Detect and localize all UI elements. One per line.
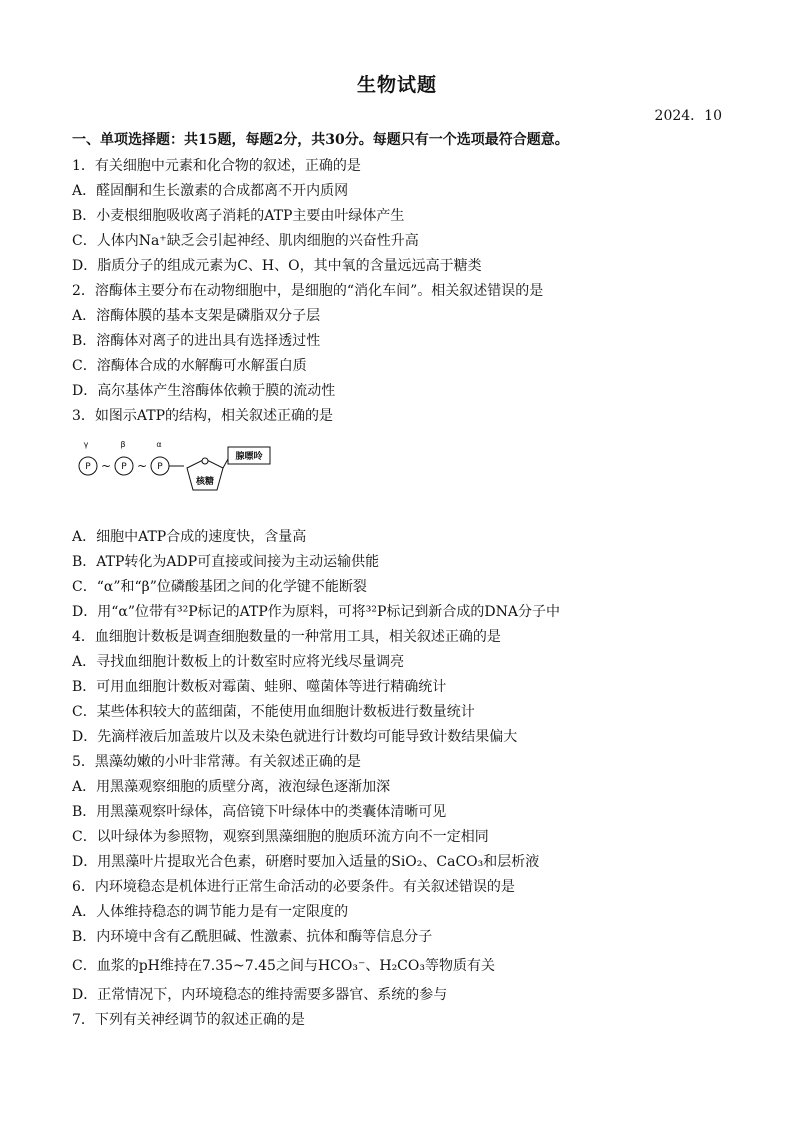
page-title: 生物试题 xyxy=(356,74,437,96)
phosphate-label: P xyxy=(121,462,127,472)
question-stem: 2．溶酶体主要分布在动物细胞中，是细胞的“消化车间”。相关叙述错误的是 xyxy=(72,283,544,299)
option: A．人体维持稳态的调节能力是有一定限度的 xyxy=(72,904,349,920)
option: B．溶酶体对离子的进出具有选择透过性 xyxy=(72,333,321,349)
option: C．溶酶体合成的水解酶可水解蛋白质 xyxy=(72,358,307,374)
tilde-bond: ~ xyxy=(136,459,148,473)
option: C．某些体积较大的蓝细菌，不能使用血细胞计数板进行数量统计 xyxy=(72,704,475,720)
option: B．小麦根细胞吸收离子消耗的ATP主要由叶绿体产生 xyxy=(72,208,405,224)
beta-label: β xyxy=(120,440,126,449)
option: C．以叶绿体为参照物，观察到黑藻细胞的胞质环流方向不一定相同 xyxy=(72,829,489,845)
alpha-label: α xyxy=(156,440,162,449)
question-stem: 1．有关细胞中元素和化合物的叙述，正确的是 xyxy=(72,158,361,174)
option: C．血浆的pH维持在7.35~7.45之间与HCO₃⁻、H₂CO₃等物质有关 xyxy=(72,958,495,974)
adenine-label: 腺嘌呤 xyxy=(235,452,263,462)
option: B．内环境中含有乙酰胆碱、性激素、抗体和酶等信息分子 xyxy=(72,929,433,945)
question-stem: 6．内环境稳态是机体进行正常生命活动的必要条件。有关叙述错误的是 xyxy=(72,879,515,895)
option: C．“α”和“β”位磷酸基团之间的化学键不能断裂 xyxy=(72,579,367,595)
exam-date: 2024．10 xyxy=(654,108,722,124)
option: A．寻找血细胞计数板上的计数室时应将光线尽量调亮 xyxy=(72,654,405,670)
option: A．细胞中ATP合成的速度快，含量高 xyxy=(72,529,307,545)
option: A．溶酶体膜的基本支架是磷脂双分子层 xyxy=(72,308,321,324)
option: D．先滴样液后加盖玻片以及未染色就进行计数均可能导致计数结果偏大 xyxy=(72,729,518,745)
question-stem: 4．血细胞计数板是调查细胞数量的一种常用工具，相关叙述正确的是 xyxy=(72,629,501,645)
option: D．用黑藻叶片提取光合色素，研磨时要加入适量的SiO₂、CaCO₃和层析液 xyxy=(72,854,540,870)
option: C．人体内Na⁺缺乏会引起神经、肌肉细胞的兴奋性升高 xyxy=(72,233,419,249)
tilde-bond: ~ xyxy=(100,459,112,473)
option: D．用“α”位带有³²P标记的ATP作为原料，可将³²P标记到新合成的DNA分子中 xyxy=(72,604,560,620)
phosphate-label: P xyxy=(85,462,91,472)
option: A．用黑藻观察细胞的质壁分离，液泡绿色逐渐加深 xyxy=(72,779,391,795)
option: B．ATP转化为ADP可直接或间接为主动运输供能 xyxy=(72,554,380,570)
phosphate-label: P xyxy=(157,462,163,472)
question-stem: 5．黑藻幼嫩的小叶非常薄。有关叙述正确的是 xyxy=(72,754,361,770)
atp-structure-figure xyxy=(72,437,282,499)
question-stem: 3．如图示ATP的结构，相关叙述正确的是 xyxy=(72,408,334,424)
option: D．脂质分子的组成元素为C、H、O，其中氧的含量远远高于糖类 xyxy=(72,258,482,274)
question-list xyxy=(72,154,722,1033)
option: B．可用血细胞计数板对霉菌、蛙卵、噬菌体等进行精确统计 xyxy=(72,679,447,695)
option: B．用黑藻观察叶绿体，高倍镜下叶绿体中的类囊体清晰可见 xyxy=(72,804,447,820)
ribose-label: 核糖 xyxy=(195,477,215,487)
option: D．正常情况下，内环境稳态的维持需要多器官、系统的参与 xyxy=(72,987,448,1003)
option: A．醛固酮和生长激素的合成都离不开内质网 xyxy=(72,183,349,199)
gamma-label: γ xyxy=(83,440,89,449)
option: D．高尔基体产生溶酶体依赖于膜的流动性 xyxy=(72,383,336,399)
section-heading: 一、单项选择题：共15题，每题2分，共30分。每题只有一个选项最符合题意。 xyxy=(72,132,569,148)
question-stem: 7．下列有关神经调节的叙述正确的是 xyxy=(72,1012,305,1028)
